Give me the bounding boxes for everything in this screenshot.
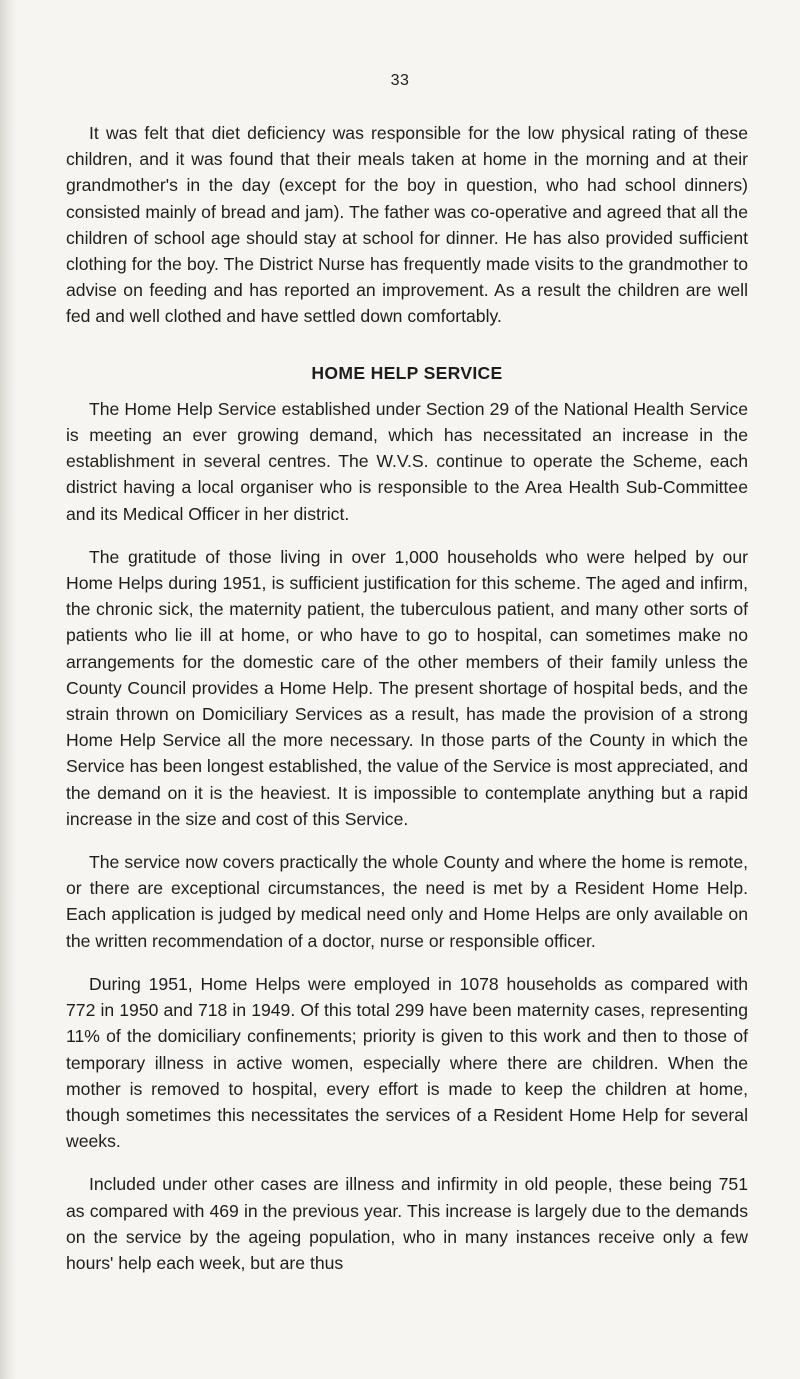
intro-paragraph: It was felt that diet deficiency was responsible for the low physical rating of these children, and it was found that their meals taken at home in the morning and at their grandmother's in the day (except for the boy in question, who had school dinners) consisted mainly of bread and jam). The father was co-operative and agreed that all the children of school age should stay at school for dinner. He has also provided sufficient clothing for the boy. The District Nurse has frequently made visits to the grandmother to advise on feeding and has reported an improvement. As a result the children are well fed and well clothed and have settled down comfortably. [66,123,748,327]
body-paragraph: The service now covers practically the whole County and where the home is remote, or there are exceptional circumstances, the need is met by a Resident Home Help. Each application is judged by medical need only and Home Helps are only available on the written recommendation of a doctor, nurse or responsible officer. [66,852,748,951]
document-body [66,120,748,1276]
page-binding-edge [0,0,16,1379]
body-paragraph: During 1951, Home Helps were employed in 1078 households as compared with 772 in 1950 and 718 in 1949. Of this total 299 have been maternity cases, representing 11% of the domiciliary confinements; priority is given to this work and then to those of temporary illness in active women, especially where there are children. When the mother is removed to hospital, every effort is made to keep the children at home, though sometimes this necessitates the services of a Resident Home Help for several weeks. [66,973,748,1152]
section-heading: HOME HELP SERVICE [311,362,503,383]
body-paragraph: Included under other cases are illness and infirmity in old people, these being 751 as compared with 469 in the previous year. This increase is largely due to the demands on the service by the ageing population, who in many instances receive only a few hours' help each week, but are thus [66,1174,748,1273]
body-paragraph: The gratitude of those living in over 1,000 households who were helped by our Home Helps during 1951, is sufficient justification for this scheme. The aged and infirm, the chronic sick, the maternity patient, the tuberculous patient, and many other sorts of patients who lie ill at home, or who have to go to hospital, can sometimes make no arrangements for the domestic care of the other members of their family unless the County Council provides a Home Help. The present shortage of hospital beds, and the strain thrown on Domiciliary Services as a result, has made the provision of a strong Home Help Service all the more necessary. In those parts of the County in which the Service has been longest established, the value of the Service is most appreciated, and the demand on it is the heaviest. It is impossible to contemplate anything but a rapid increase in the size and cost of this Service. [66,546,748,829]
page-number: 33 [390,72,410,89]
body-paragraph: The Home Help Service established under Section 29 of the National Health Service is meeting an ever growing demand, which has necessitated an increase in the establishment in several centres. The W.V.S. continue to operate the Scheme, each district having a local organiser who is responsible to the Area Health Sub-Committee and its Medical Officer in her district. [66,398,748,524]
